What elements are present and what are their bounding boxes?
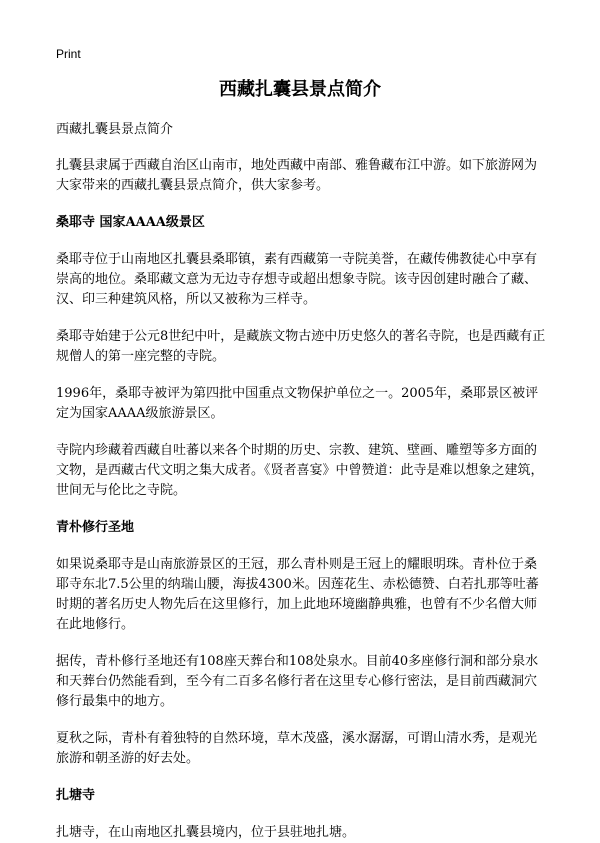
sangye-paragraph-3: 1996年，桑耶寺被评为第四批中国重点文物保护单位之一。2005年，桑耶景区被评定为国家AAAA级旅游景区。: [56, 386, 539, 421]
qingpu-paragraph-2: 据传，青朴修行圣地还有108座天葬台和108处泉水。目前40多座修行洞和部分泉水和天葬台仍然能看到，至今有二百多名修行者在这里专心修行密法，是目前西藏洞穴修行最集中的地方。: [56, 654, 539, 709]
sangye-paragraph-2: 桑耶寺始建于公元8世纪中叶，是藏族文物古迹中历史悠久的著名寺院，也是西藏有正规僧人的第一座完整的寺院。: [56, 329, 546, 364]
sangye-paragraph-1: 桑耶寺位于山南地区扎囊县桑耶镇，素有西藏第一寺院美誉，在藏传佛教徒心中享有崇高的地位。桑耶藏文意为无边寺存想寺或超出想象寺院。该寺因创建时融合了藏、汉、印三种建筑风格，所以又被称为三样寺。: [56, 252, 538, 307]
section-heading-zhatang: 扎塘寺: [56, 788, 96, 803]
sangye-paragraph-4: 寺院内珍藏着西藏自吐蕃以来各个时期的历史、宗教、建筑、壁画、雕塑等多方面的文物，是西藏古代文明之集大成者。《贤者喜宴》中曾赞道：此寺是难以想象之建筑，世间无与伦比之寺院。: [56, 443, 544, 498]
zhatang-paragraph-1: 扎塘寺，在山南地区扎囊县境内，位于县驻地扎塘。: [56, 825, 356, 840]
section-heading-qingpu: 青朴修行圣地: [56, 520, 135, 535]
intro-paragraph: 扎囊县隶属于西藏自治区山南市，地处西藏中南部、雅鲁藏布江中游。如下旅游网为大家带来的西藏扎囊县景点简介，供大家参考。: [56, 158, 538, 193]
page-title: 西藏扎囊县景点简介: [219, 79, 381, 100]
print-link[interactable]: Print: [56, 47, 81, 61]
qingpu-paragraph-3: 夏秋之际，青朴有着独特的自然环境，草木茂盛，溪水潺潺，可谓山清水秀，是观光旅游和朝圣游的好去处。: [56, 731, 538, 766]
article-subtitle: 西藏扎囊县景点简介: [56, 122, 174, 137]
article-body: [56, 120, 548, 843]
qingpu-paragraph-1: 如果说桑耶寺是山南旅游景区的王冠，那么青朴则是王冠上的耀眼明珠。青朴位于桑耶寺东北7.5公里的纳瑞山腰，海拔4300米。因莲花生、赤松德赞、白若扎那等吐蕃时期的著名历史人物先后在这里修行，加上此地环境幽静典雅，也曾有不少名僧大师在此地修行。: [56, 557, 539, 632]
section-heading-sangye: 桑耶寺 国家AAAA级景区: [56, 215, 205, 230]
